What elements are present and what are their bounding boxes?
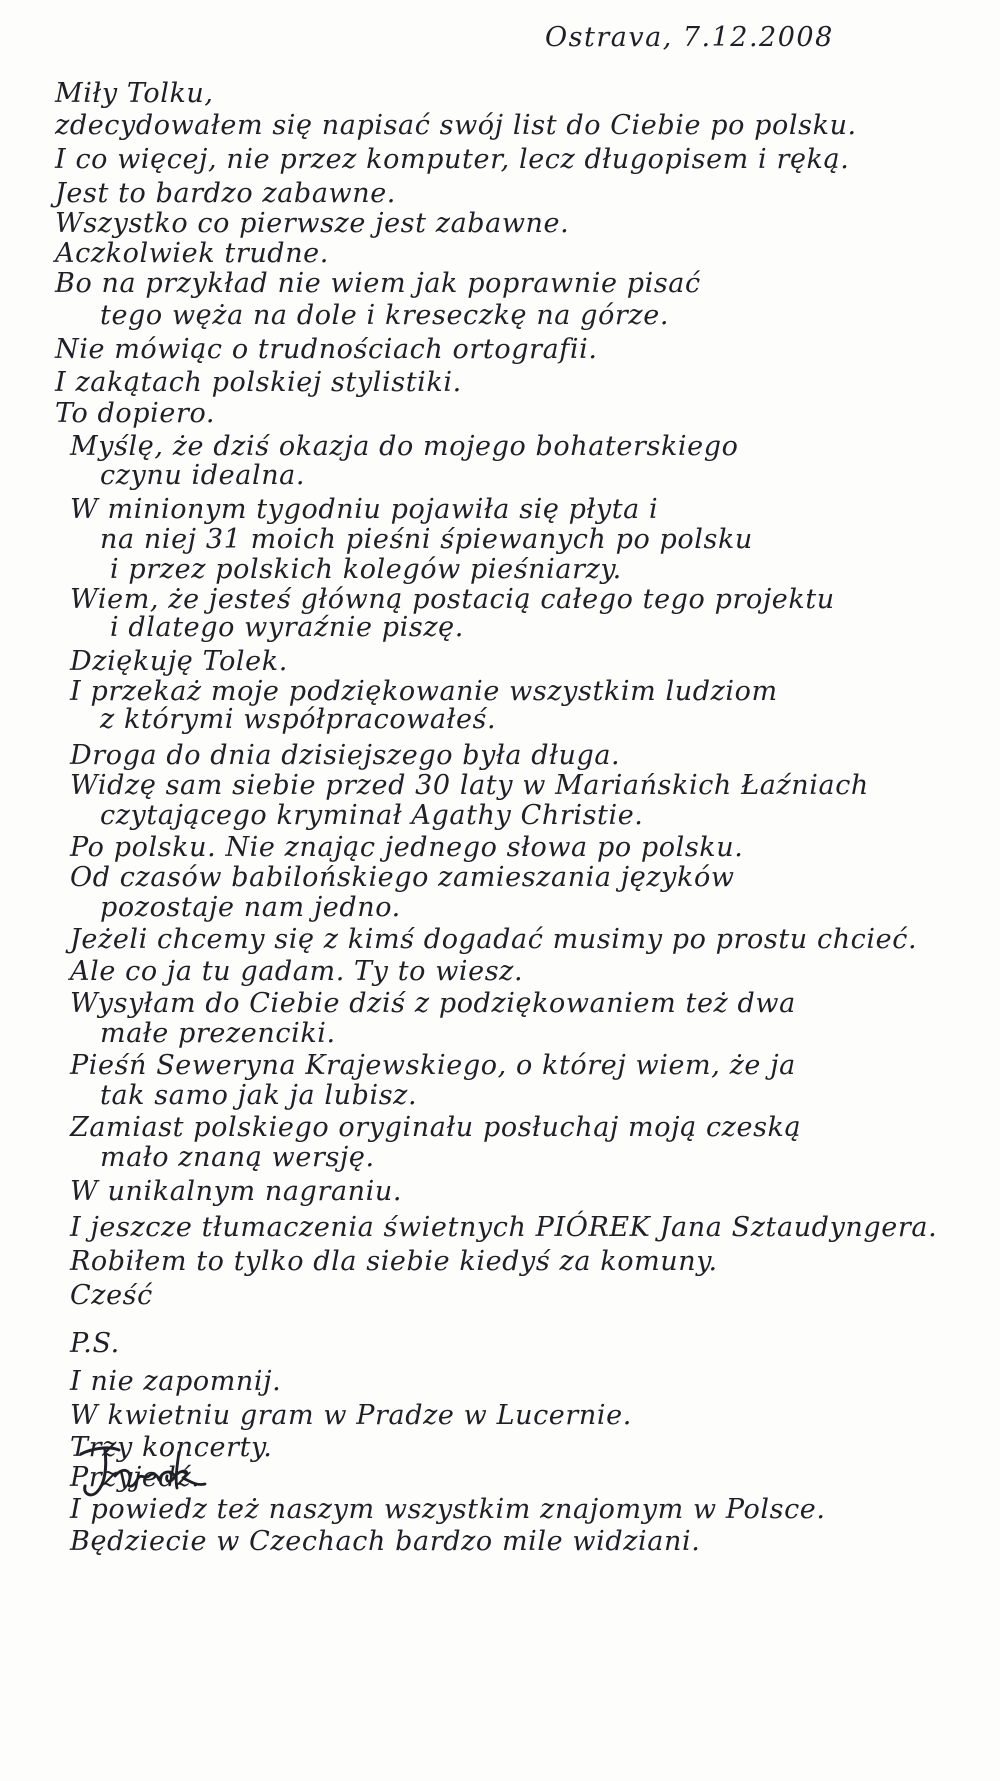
letter-line: na niej 31 moich pieśni śpiewanych po polsku xyxy=(100,524,753,555)
letter-closing: Cześć xyxy=(70,1280,153,1311)
letter-ps-label: P.S. xyxy=(70,1328,120,1359)
letter-line: Wiem, że jesteś główną postacią całego tego projektu xyxy=(70,584,835,615)
letter-line: małe prezenciki. xyxy=(100,1018,336,1049)
letter-line: To dopiero. xyxy=(55,398,216,429)
letter-line: czynu idealna. xyxy=(100,460,306,491)
letter-line: Robiłem to tylko dla siebie kiedyś za komuny. xyxy=(70,1246,718,1277)
letter-line: Dziękuję Tolek. xyxy=(70,646,288,677)
letter-line: I przekaż moje podziękowanie wszystkim ludziom xyxy=(70,676,778,707)
letter-line: W unikalnym nagraniu. xyxy=(70,1176,403,1207)
letter-line: pozostaje nam jedno. xyxy=(100,892,401,923)
letter-line: tak samo jak ja lubisz. xyxy=(100,1080,418,1111)
letter-line: Wysyłam do Ciebie dziś z podziękowaniem też dwa xyxy=(70,988,796,1019)
letter-line: Nie mówiąc o trudnościach ortografii. xyxy=(55,334,598,365)
letter-line: I co więcej, nie przez komputer, lecz długopisem i ręką. xyxy=(55,144,850,175)
letter-line: Ale co ja tu gadam. Ty to wiesz. xyxy=(70,956,524,987)
letter-line: mało znaną wersję. xyxy=(100,1142,375,1173)
letter-line: Aczkolwiek trudne. xyxy=(55,238,329,269)
letter-line: Będziecie w Czechach bardzo mile widziani. xyxy=(70,1526,701,1557)
letter-line: Droga do dnia dzisiejszego była długa. xyxy=(70,740,621,771)
letter-line: Przyjedź. xyxy=(70,1462,201,1493)
letter-line: Wszystko co pierwsze jest zabawne. xyxy=(55,208,570,239)
letter-line: i przez polskich kolegów pieśniarzy. xyxy=(110,554,622,585)
letter-date: Ostrava, 7.12.2008 xyxy=(545,22,834,53)
letter-line: Pieśń Seweryna Krajewskiego, o której wiem, że ja xyxy=(70,1050,796,1081)
letter-line: Bo na przykład nie wiem jak poprawnie pisać xyxy=(55,268,701,299)
letter-line: z którymi współpracowałeś. xyxy=(100,704,497,735)
letter-line: W minionym tygodniu pojawiła się płyta i xyxy=(70,494,659,525)
letter-line: czytającego kryminał Agathy Christie. xyxy=(100,800,644,831)
letter-line: Jest to bardzo zabawne. xyxy=(55,178,396,209)
letter-line: Od czasów babilońskiego zamieszania języków xyxy=(70,862,735,893)
letter-line: zdecydowałem się napisać swój list do Ciebie po polsku. xyxy=(55,110,857,141)
letter-line: I zakątach polskiej stylistiki. xyxy=(55,367,462,398)
letter-line: I jeszcze tłumaczenia świetnych PIÓREK Jana Sztaudyngera. xyxy=(70,1212,938,1243)
letter-line: W kwietniu gram w Pradze w Lucernie. xyxy=(70,1400,632,1431)
letter-line: Trzy koncerty. xyxy=(70,1432,273,1463)
letter-line: Widzę sam siebie przed 30 laty w Mariańskich Łaźniach xyxy=(70,770,869,801)
letter-line: i dlatego wyraźnie piszę. xyxy=(110,612,464,643)
letter-line: I nie zapomnij. xyxy=(70,1366,282,1397)
letter-line: I powiedz też naszym wszystkim znajomym w Polsce. xyxy=(70,1494,826,1525)
letter-line: Jeżeli chcemy się z kimś dogadać musimy po prostu chcieć. xyxy=(70,924,918,955)
letter-line: Zamiast polskiego oryginału posłuchaj moją czeską xyxy=(70,1112,802,1143)
letter-line: tego węża na dole i kreseczkę na górze. xyxy=(100,300,670,331)
letter-line: Myślę, że dziś okazja do mojego bohaterskiego xyxy=(70,431,739,462)
letter-greeting: Miły Tolku, xyxy=(55,78,214,109)
letter-line: Po polsku. Nie znając jednego słowa po polsku. xyxy=(70,832,744,863)
